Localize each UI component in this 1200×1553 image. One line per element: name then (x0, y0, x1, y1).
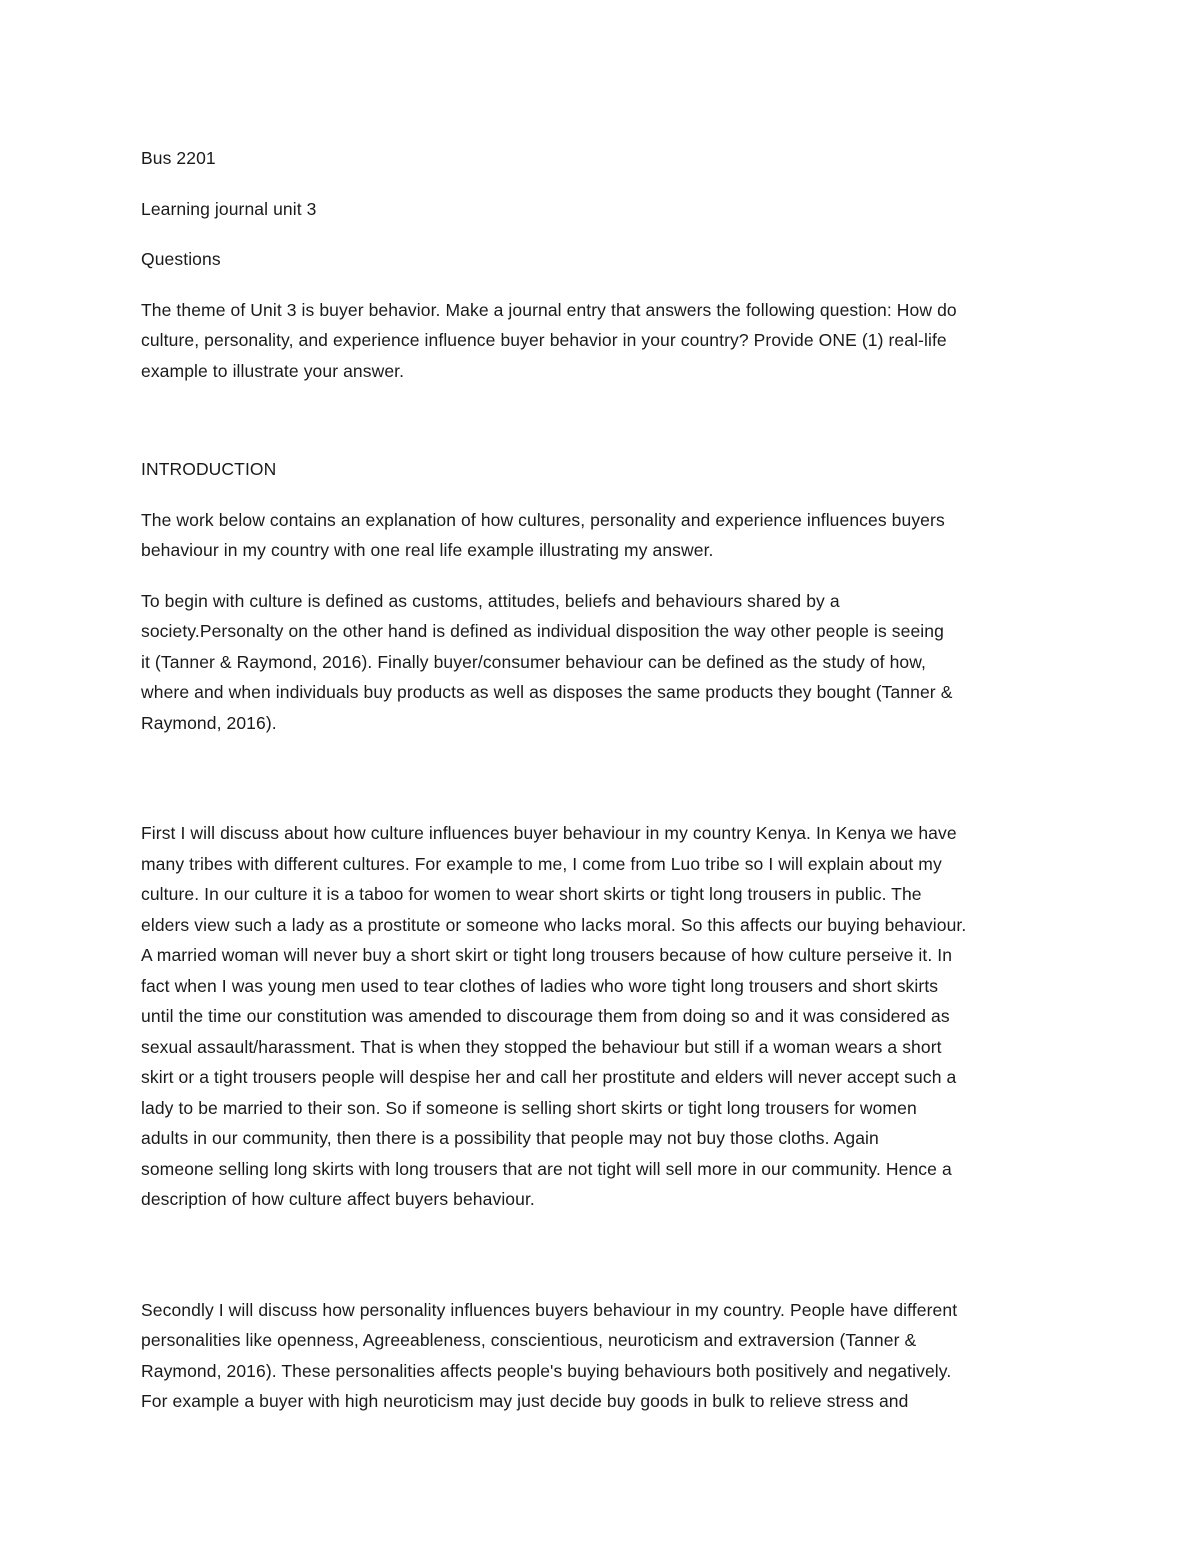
intro-line: The work below contains an explanation of how cultures, personality and experience influences buyers (141, 509, 945, 530)
question-line: culture, personality, and experience influence buyer behavior in your country? Provide ONE (1) real-life (141, 330, 947, 350)
intro-line: behaviour in my country with one real life example illustrating my answer. (141, 540, 714, 560)
culture-line: elders view such a lady as a prostitute or someone who lacks moral. So this affects our buying behaviour. (141, 914, 967, 935)
culture-line: many tribes with different cultures. For example to me, I come from Luo tribe so I will explain about my (141, 853, 942, 874)
personality-line: Secondly I will discuss how personality influences buyers behaviour in my country. People have different (141, 1299, 958, 1320)
intro-paragraph (141, 505, 1061, 566)
culture-line: culture. In our culture it is a taboo for women to wear short skirts or tight long trousers in public. The (141, 884, 922, 904)
definition-line: society.Personalty on the other hand is defined as individual disposition the way other people is seeing (141, 621, 944, 641)
culture-line: sexual assault/harassment. That is when they stopped the behaviour but still if a woman wears a short (141, 1036, 942, 1057)
culture-line: fact when I was young men used to tear clothes of ladies who wore tight long trousers and short skirts (141, 975, 939, 996)
definition-line: Raymond, 2016). (141, 712, 277, 733)
spacer (141, 1235, 1061, 1295)
culture-paragraph (141, 818, 1061, 1215)
spacer (141, 406, 1061, 454)
spacer (141, 758, 1061, 818)
culture-line: A married woman will never buy a short skirt or tight long trousers because of how culture perseive it. In (141, 945, 953, 965)
definition-paragraph (141, 586, 1061, 739)
introduction-heading: INTRODUCTION (141, 459, 277, 479)
document-body (141, 143, 1061, 1437)
personality-line: personalities like openness, Agreeableness, conscientious, neuroticism and extraversion (Tanner & (141, 1330, 917, 1350)
culture-line: description of how culture affect buyers behaviour. (141, 1189, 535, 1209)
document-title: Learning journal unit 3 (141, 198, 317, 219)
course-code: Bus 2201 (141, 148, 216, 168)
question-line: The theme of Unit 3 is buyer behavior. Make a journal entry that answers the following question: How do (141, 299, 957, 320)
definition-line: To begin with culture is defined as customs, attitudes, beliefs and behaviours shared by a (141, 590, 840, 611)
personality-line: For example a buyer with high neuroticism may just decide buy goods in bulk to relieve stress and (141, 1391, 909, 1411)
culture-line: skirt or a tight trousers people will despise her and call her prostitute and elders will never accept such a (141, 1067, 957, 1087)
culture-line: someone selling long skirts with long trousers that are not tight will sell more in our community. Hence a (141, 1158, 952, 1179)
culture-line: First I will discuss about how culture influences buyer behaviour in my country Kenya. In Kenya we have (141, 823, 957, 843)
culture-line: adults in our community, then there is a possibility that people may not buy those cloths. Again (141, 1128, 879, 1148)
definition-line: where and when individuals buy products as well as disposes the same products they bought (Tanner & (141, 682, 953, 702)
culture-line: until the time our constitution was amended to discourage them from doing so and it was considered as (141, 1006, 950, 1026)
definition-line: it (Tanner & Raymond, 2016). Finally buyer/consumer behaviour can be defined as the study of how, (141, 651, 926, 672)
question-line: example to illustrate your answer. (141, 360, 405, 381)
questions-heading: Questions (141, 249, 221, 269)
question-paragraph (141, 295, 1061, 387)
culture-line: lady to be married to their son. So if someone is selling short skirts or tight long trousers for women (141, 1097, 917, 1118)
personality-paragraph (141, 1295, 1061, 1417)
personality-line: Raymond, 2016). These personalities affects people's buying behaviours both positively and negatively. (141, 1360, 952, 1381)
